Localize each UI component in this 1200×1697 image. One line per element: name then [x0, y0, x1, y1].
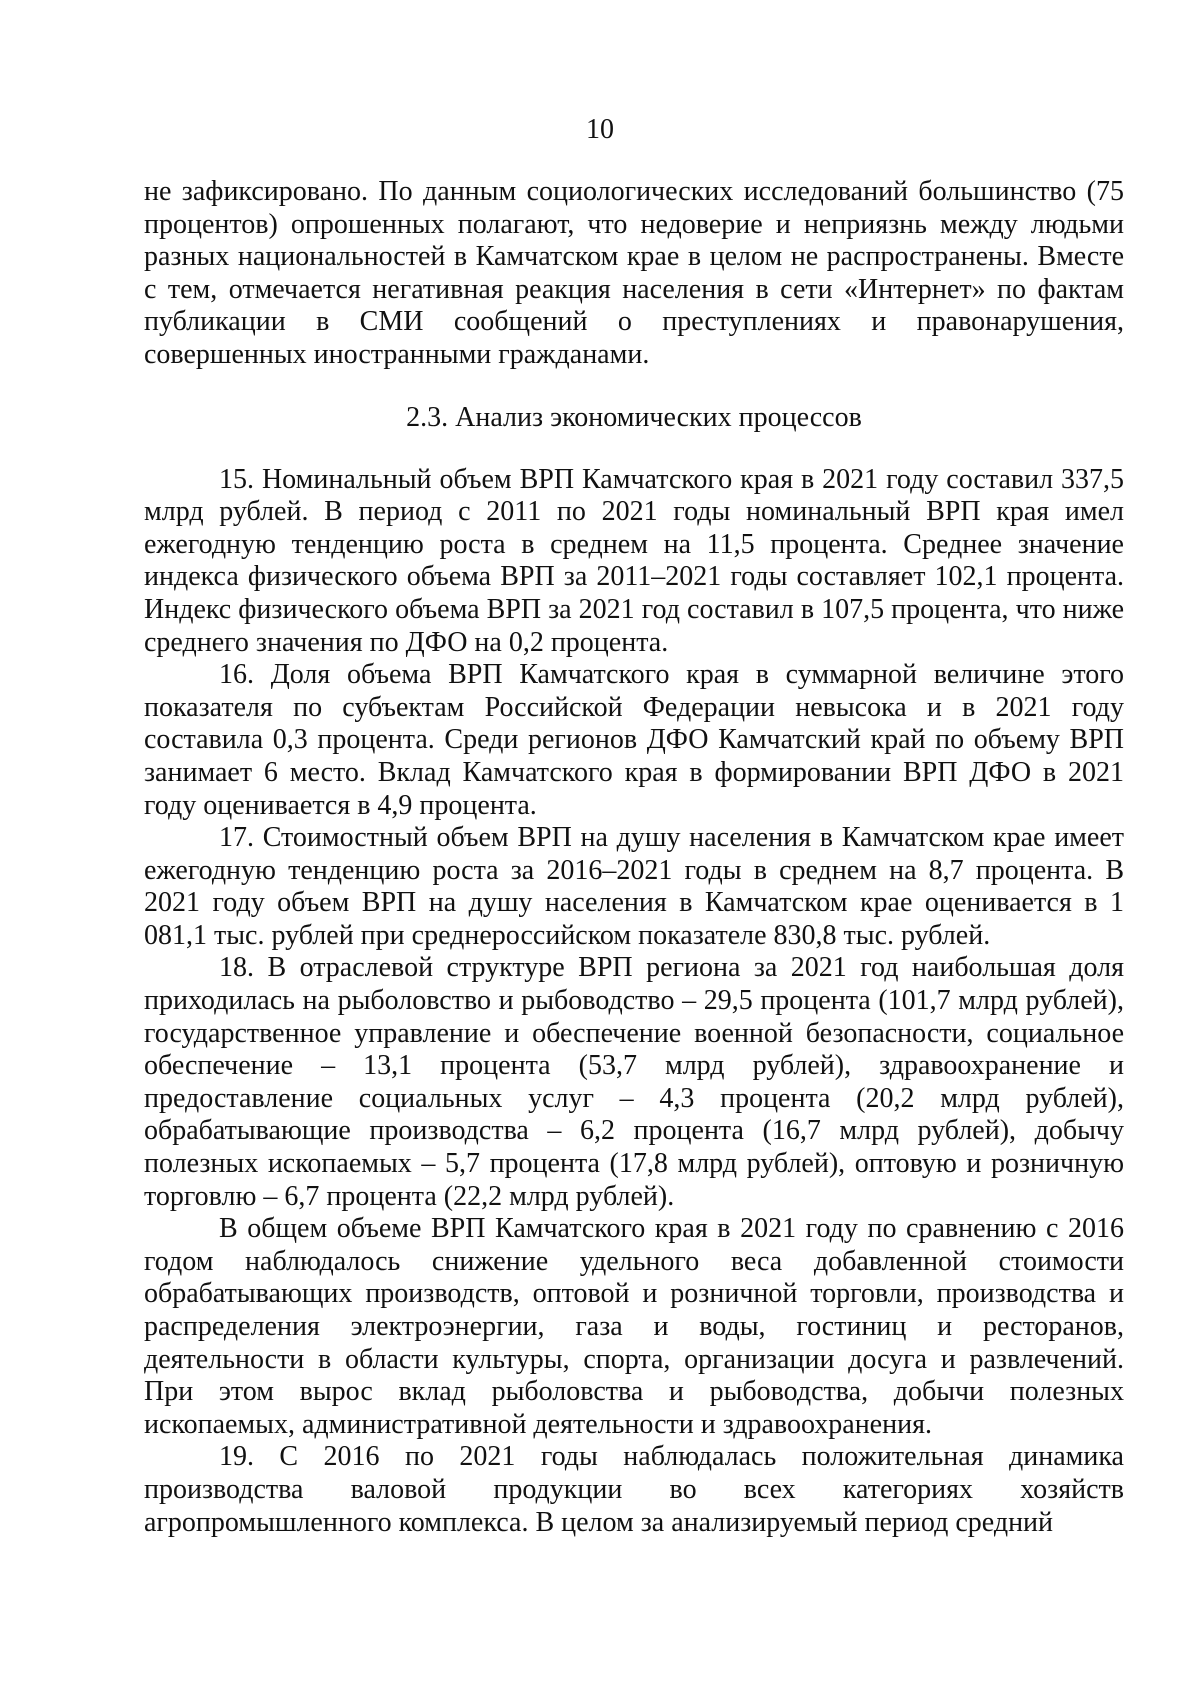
- paragraph-16: 16. Доля объема ВРП Камчатского края в суммарной величине этого показателя по субъектам Российской Федерации невысока и в 2021 году составила 0,3 процента. Среди регионов ДФО Камчатский край по объему ВРП занимает 6 место. Вклад Камчатского края в формировании ВРП ДФО в 2021 году оценивается в 4,9 процента.: [144, 659, 1124, 821]
- document-body: [144, 176, 1124, 1539]
- paragraph-15: 15. Номинальный объем ВРП Камчатского края в 2021 году составил 337,5 млрд рублей. В период с 2011 по 2021 годы номинальный ВРП края имел ежегодную тенденцию роста в среднем на 11,5 процента. Среднее значение индекса физического объема ВРП за 2011–2021 годы составляет 102,1 процента. Индекс физического объема ВРП за 2021 год составил в 107,5 процента, что ниже среднего значения по ДФО на 0,2 процента.: [144, 463, 1124, 658]
- paragraph-intro: не зафиксировано. По данным социологических исследований большинство (75 процентов) опрошенных полагают, что недоверие и неприязнь между людьми разных национальностей в Камчатском крае в целом не распространены. Вместе с тем, отмечается негативная реакция населения в сети «Интернет» по фактам публикации в СМИ сообщений о преступлениях и правонарушения, совершенных иностранными гражданами.: [144, 176, 1124, 370]
- paragraph-19: 19. С 2016 по 2021 годы наблюдалась положительная динамика производства валовой продукции во всех категориях хозяйств агропромышленного комплекса. В целом за анализируемый период средний: [144, 1441, 1124, 1538]
- paragraph-17: 17. Стоимостный объем ВРП на душу населения в Камчатском крае имеет ежегодную тенденцию роста за 2016–2021 годы в среднем на 8,7 процента. В 2021 году объем ВРП на душу населения в Камчатском крае оценивается в 1 081,1 тыс. рублей при среднероссийском показателе 830,8 тыс. рублей.: [144, 822, 1124, 951]
- paragraph-18: 18. В отраслевой структуре ВРП региона за 2021 год наибольшая доля приходилась на рыболовство и рыбоводство – 29,5 процента (101,7 млрд рублей), государственное управление и обеспечение военной безопасности, социальное обеспечение – 13,1 процента (53,7 млрд рублей), здравоохранение и предоставление социальных услуг – 4,3 процента (20,2 млрд рублей), обрабатывающие производства – 6,2 процента (16,7 млрд рублей), добычу полезных ископаемых – 5,7 процента (17,8 млрд рублей), оптовую и розничную торговлю – 6,7 процента (22,2 млрд рублей).: [144, 952, 1124, 1212]
- page-number: 10: [586, 114, 614, 145]
- paragraph-18-continued: В общем объеме ВРП Камчатского края в 2021 году по сравнению с 2016 годом наблюдалось снижение удельного веса добавленной стоимости обрабатывающих производств, оптовой и розничной торговли, производства и распределения электроэнергии, газа и воды, гостиниц и ресторанов, деятельности в области культуры, спорта, организации досуга и развлечений. При этом вырос вклад рыболовства и рыбоводства, добычи полезных ископаемых, административной деятельности и здравоохранения.: [144, 1213, 1124, 1440]
- section-heading: 2.3. Анализ экономических процессов: [406, 401, 862, 433]
